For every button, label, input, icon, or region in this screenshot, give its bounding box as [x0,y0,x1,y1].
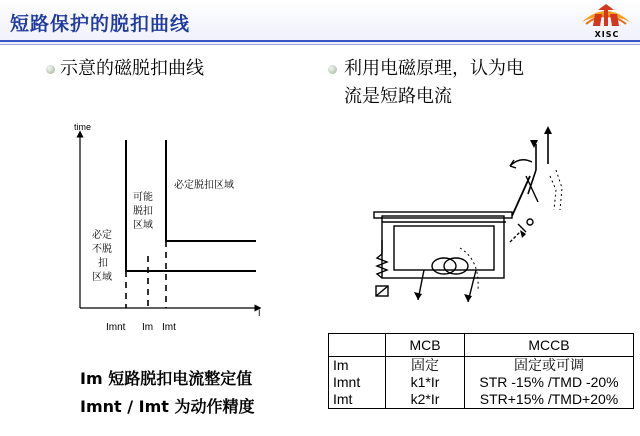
table-header-mccb: MCCB [465,334,634,357]
table-cell [329,357,386,409]
trip-lever [512,176,530,216]
mccb-imnt: STR -15% /TMD -20% [479,374,619,390]
armature [374,212,512,218]
table-cell [465,357,634,409]
right-bullet-text-line2: 流是短路电流 [344,86,452,107]
logo-text: XISC [594,30,620,39]
mcb-mccb-table [328,333,634,409]
mcb-imnt: k1*Ir [410,374,440,390]
mcb-imt: k2*Ir [410,391,440,407]
page-title: 短路保护的脱扣曲线 [10,13,191,35]
mcb-im: 固定 [411,357,439,373]
right-bullet-text-line1: 利用电磁原理，认为电 [344,58,524,79]
table-header-empty [329,334,386,357]
no-trip-label: 不脱 [92,244,112,255]
row-label-imt: Imt [333,391,353,407]
may-trip-label: 可能 [133,192,153,203]
row-label-imnt: Imnt [333,374,361,390]
row-label-im: Im [333,357,349,373]
no-trip-label: 扣 [98,258,108,269]
x-tick-im: Im [142,322,154,333]
x-axis-label: I [258,308,261,318]
mccb-imt: STR+15% /TMD+20% [479,391,619,407]
bullet-dot [46,65,55,74]
must-trip-label: 必定脱扣区域 [174,180,234,191]
may-trip-label: 脱扣 [133,206,153,217]
may-trip-label: 区域 [133,220,153,231]
no-trip-label: 区域 [92,272,112,283]
bullet-dot [328,65,337,74]
y-axis-label: time [74,122,92,132]
no-trip-label: 必定 [92,230,112,241]
note-im: Im 短路脱扣电流整定值 [80,369,253,388]
title-divider [0,40,640,42]
table-cell [386,357,465,409]
table-header-mcb: MCB [386,334,465,357]
left-bullet-text: 示意的磁脱扣曲线 [60,58,204,79]
note-imnt-imt: Imnt / Imt 为动作精度 [80,397,255,416]
trip-curve-diagram [66,118,276,340]
x-tick-imt: Imt [162,322,176,333]
x-tick-imnt: Imnt [106,322,126,333]
electromagnetic-trip-diagram [360,120,580,310]
mccb-im: 固定或可调 [514,357,584,373]
title-divider-thin [0,44,640,45]
